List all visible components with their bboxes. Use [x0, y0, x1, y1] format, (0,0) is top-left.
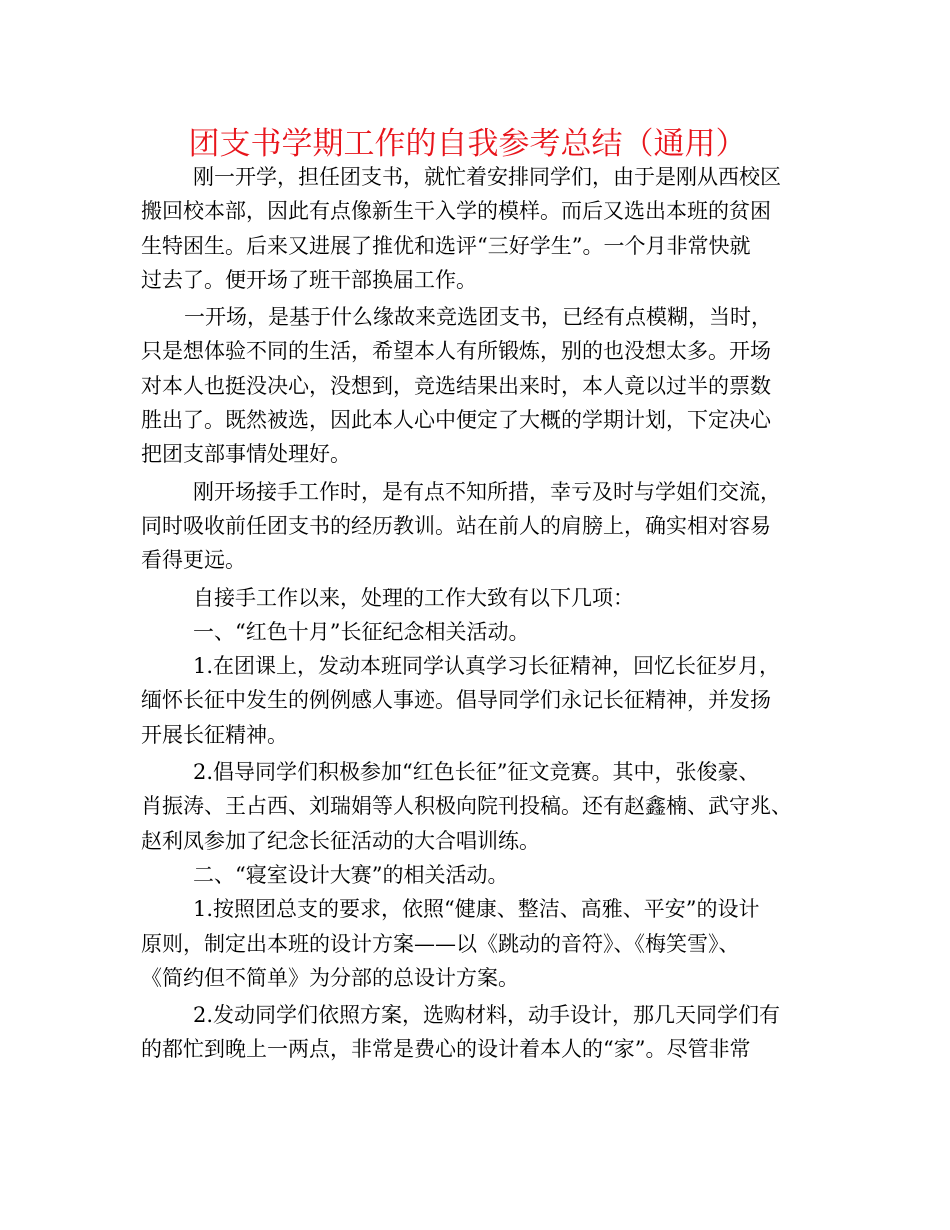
- text-line: 刚一开学，担任团支书，就忙着安排同学们，由于是刚从西校区: [193, 165, 781, 189]
- text-line: 把团支部事情处理好。: [141, 442, 351, 467]
- text-line: 过去了。便开场了班干部换届工作。: [141, 267, 477, 292]
- text-line: 的都忙到晚上一两点，非常是费心的设计着本人的“家”。尽管非常: [141, 1037, 751, 1062]
- document-body: [141, 160, 831, 1067]
- text-line: 2.倡导同学们积极参加“红色长征”征文竞赛。其中，张俊豪、: [193, 760, 760, 785]
- text-line: 缅怀长征中发生的例例感人事迹。倡导同学们永记长征精神，并发扬: [141, 688, 771, 713]
- document-title: 团支书学期工作的自我参考总结（通用）: [188, 126, 747, 162]
- text-line: 对本人也挺没决心，没想到，竞选结果出来时，本人竟以过半的票数: [141, 373, 771, 398]
- text-line: 2.发动同学们依照方案，选购材料，动手设计，那几天同学们有: [193, 1003, 781, 1028]
- text-line: 自接手工作以来，处理的工作大致有以下几项：: [193, 585, 634, 610]
- section-heading: 二、“寝室设计大赛”的相关活动。: [193, 862, 509, 887]
- text-line: 赵利凤参加了纪念长征活动的大合唱训练。: [141, 828, 540, 853]
- text-line: 刚开场接手工作时，是有点不知所措，幸亏及时与学姐们交流，: [193, 479, 781, 504]
- text-line: 搬回校本部，因此有点像新生干入学的模样。而后又选出本班的贫困: [141, 199, 771, 224]
- text-line: 看得更远。: [141, 548, 246, 573]
- text-line: 原则，制定出本班的设计方案——以《跳动的音符》、《梅笑雪》、: [141, 931, 740, 956]
- text-line: 胜出了。既然被选，因此本人心中便定了大概的学期计划，下定决心: [141, 408, 771, 433]
- text-line: 同时吸收前任团支书的经历教训。站在前人的肩膀上，确实相对容易: [141, 513, 771, 538]
- text-line: 《简约但不简单》为分部的总设计方案。: [141, 965, 519, 990]
- text-line: 1.按照团总支的要求，依照“健康、整洁、高雅、平安”的设计: [193, 897, 760, 922]
- text-line: 生特困生。后来又进展了推优和选评“三好学生”。一个月非常快就: [141, 233, 751, 258]
- text-line: 只是想体验不同的生活，希望本人有所锻炼，别的也没想太多。开场: [141, 339, 771, 364]
- text-line: 1.在团课上，发动本班同学认真学习长征精神，回忆长征岁月，: [193, 654, 781, 679]
- section-heading: 一、“红色十月”长征纪念相关活动。: [193, 619, 530, 644]
- text-line: 一开场，是基于什么缘故来竞选团支书，已经有点模糊，当时，: [184, 305, 772, 330]
- text-line: 开展长征精神。: [141, 722, 288, 747]
- text-line: 肖振涛、王占西、刘瑞娟等人积极向院刊投稿。还有赵鑫楠、武守兆、: [141, 794, 792, 819]
